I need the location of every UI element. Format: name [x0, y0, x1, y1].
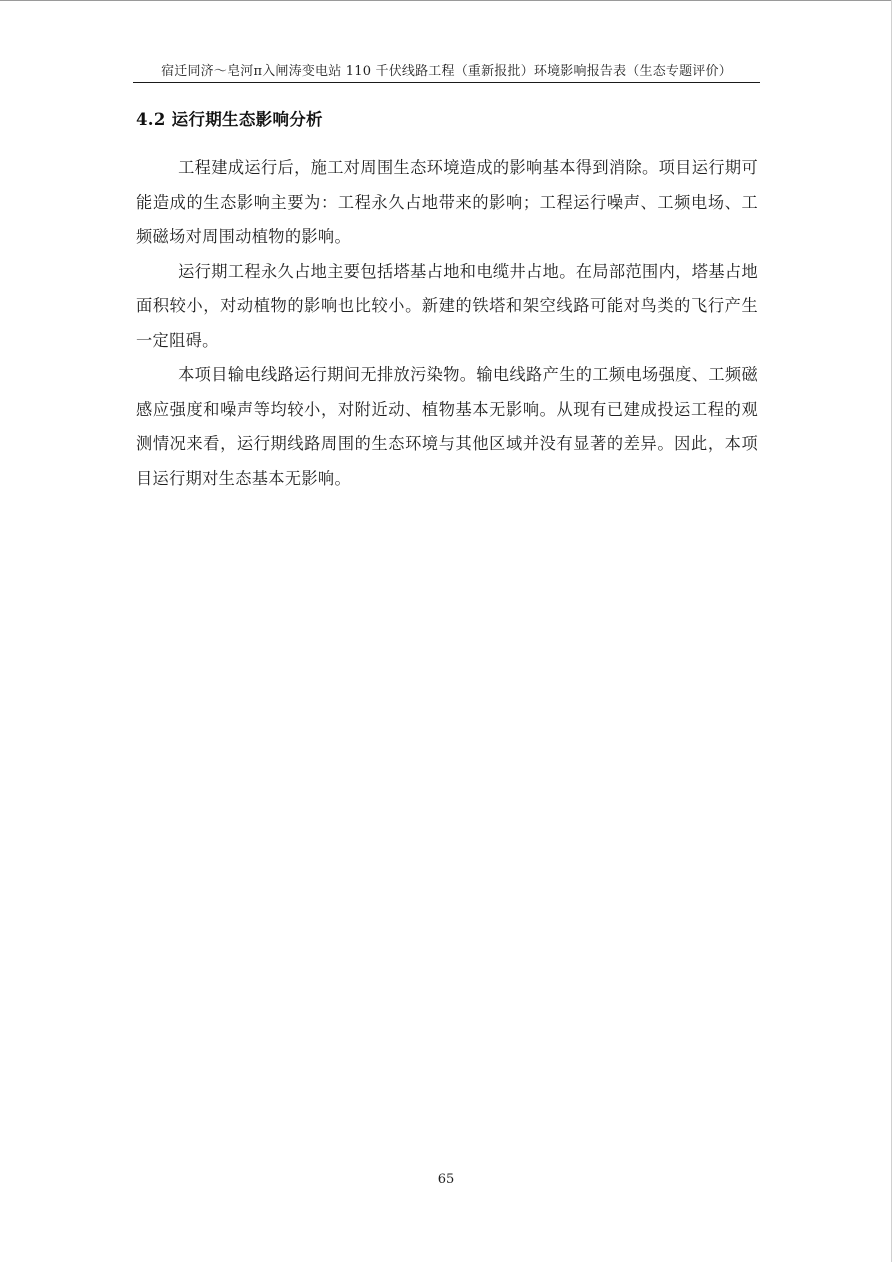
- paragraph-land-occupation: 运行期工程永久占地主要包括塔基占地和电缆井占地。在局部范围内，塔基占地面积较小，对动植物的影响也比较小。新建的铁塔和架空线路可能对鸟类的飞行产生一定阻碍。: [136, 261, 758, 350]
- section-title: 4.2 运行期生态影响分析: [136, 110, 323, 129]
- body-text: [136, 151, 758, 496]
- paragraph-operation-impact: 工程建成运行后，施工对周围生态环境造成的影响基本得到消除。项目运行期可能造成的生态影响主要为：工程永久占地带来的影响；工程运行噪声、工频电场、工频磁场对周围动植物的影响。: [136, 158, 758, 246]
- paragraph-no-pollution: 本项目输电线路运行期间无排放污染物。输电线路产生的工频电场强度、工频磁感应强度和噪声等均较小，对附近动、植物基本无影响。从现有已建成投运工程的观测情况来看，运行期线路周围的生态环境与其他区域并没有显著的差异。因此，本项目运行期对生态基本无影响。: [136, 365, 758, 488]
- page-top-border: [0, 0, 892, 1]
- page-number: 65: [437, 1172, 455, 1187]
- running-header: 宿迁同济～皂河π入闸涛变电站 110 千伏线路工程（重新报批）环境影响报告表（生态专题评价）: [161, 64, 732, 79]
- header-rule: [133, 82, 760, 83]
